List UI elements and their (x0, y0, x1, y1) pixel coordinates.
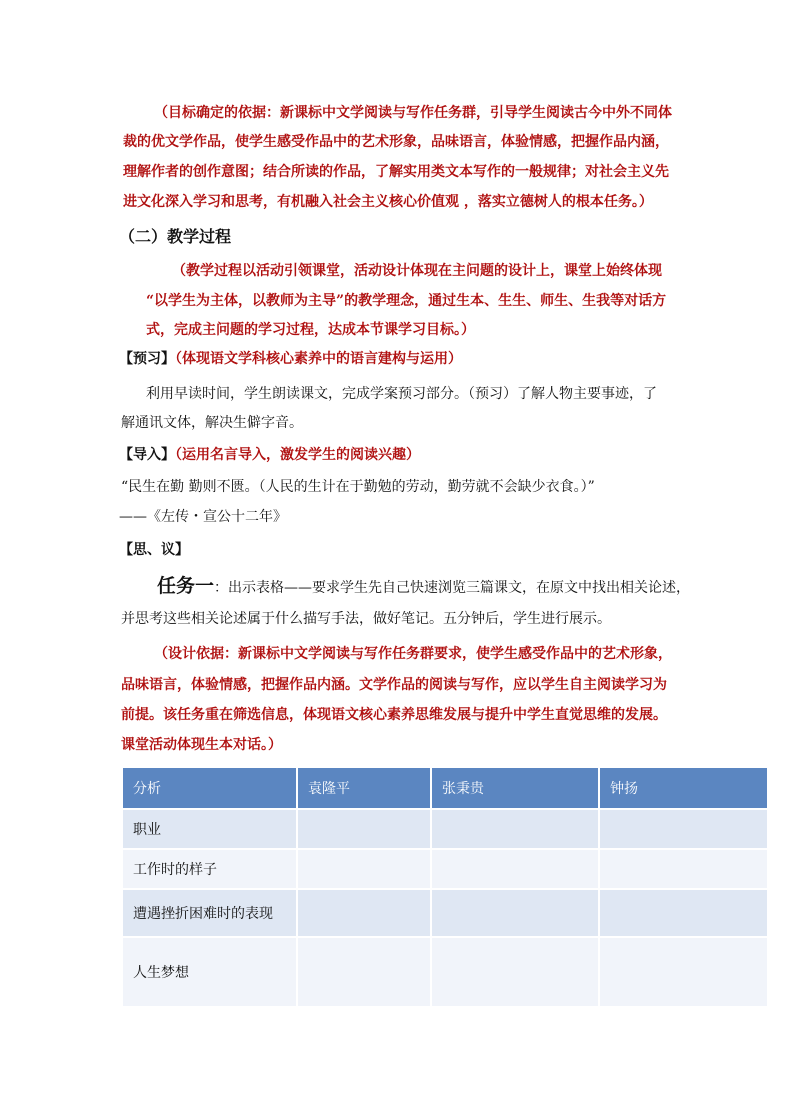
preview-heading (119, 350, 462, 368)
table-row (123, 938, 767, 1008)
preview-label: 【预习】 (119, 351, 175, 367)
table-row (123, 890, 767, 938)
goal-basis-line-3: 理解作者的创作意图；结合所读的作品，了解实用类文本写作的一般规律；对社会主义先 (123, 164, 669, 180)
task1-text-2: 并思考这些相关论述属于什么描写手法，做好笔记。五分钟后，学生进行展示。 (121, 611, 611, 627)
process-note-line-3: 式，完成主问题的学习过程，达成本节课学习目标。） (146, 322, 475, 338)
row-label-setbacks: 遭遇挫折困难时的表现 (123, 890, 298, 938)
intro-note: （运用名言导入，激发学生的阅读兴趣） (175, 447, 420, 463)
table-cell[interactable] (600, 810, 767, 850)
analysis-table (123, 768, 767, 1008)
row-label-working-appearance: 工作时的样子 (123, 850, 298, 890)
preview-note: （体现语文学科核心素养中的语言建构与运用） (175, 351, 462, 367)
process-note-line-1: （教学过程以活动引领课堂，活动设计体现在主问题的设计上，课堂上始终体现 (172, 263, 662, 279)
intro-quote: “民生在勤 勤则不匮。（人民的生计在于勤勉的劳动，勤劳就不会缺少衣食。）” (121, 479, 595, 495)
goal-basis-line-1: （目标确定的依据：新课标中文学阅读与写作任务群，引导学生阅读古今中外不同体 (154, 105, 672, 121)
row-label-occupation: 职业 (123, 810, 298, 850)
header-yuan-longping: 袁隆平 (298, 768, 432, 810)
table-cell[interactable] (298, 810, 432, 850)
section-heading: （二）教学过程 (119, 227, 232, 246)
intro-heading (119, 446, 420, 464)
design-basis-line-1: （设计依据：新课标中文学阅读与写作任务群要求，使学生感受作品中的艺术形象， (154, 646, 672, 662)
table-header-row (123, 768, 767, 810)
table-cell[interactable] (600, 850, 767, 890)
table-cell[interactable] (432, 890, 600, 938)
preview-text-2: 解通讯文体，解决生僻字音。 (121, 415, 303, 431)
table-cell[interactable] (298, 850, 432, 890)
task1-label: 任务一 (157, 575, 215, 597)
intro-label: 【导入】 (119, 447, 175, 463)
table-cell[interactable] (298, 938, 432, 1008)
table-cell[interactable] (600, 890, 767, 938)
table-row (123, 850, 767, 890)
think-heading: 【思、议】 (119, 542, 189, 558)
design-basis-line-2: 品味语言，体验情感，把握作品内涵。文学作品的阅读与写作，应以学生自主阅读学习为 (121, 677, 667, 693)
design-basis-line-4: 课堂活动体现生本对话。） (121, 737, 282, 753)
table-cell[interactable] (432, 850, 600, 890)
row-label-life-dream: 人生梦想 (123, 938, 298, 1008)
goal-basis-line-2: 裁的优文学作品，使学生感受作品中的艺术形象，品味语言，体验情感，把握作品内涵， (123, 134, 669, 150)
table-cell[interactable] (432, 938, 600, 1008)
header-analysis: 分析 (123, 768, 298, 810)
header-zhong-yang: 钟扬 (600, 768, 767, 810)
task1-text-1: ：出示表格——要求学生先自己快速浏览三篇课文，在原文中找出相关论述， (214, 580, 691, 596)
preview-text-1: 利用早读时间，学生朗读课文，完成学案预习部分。（预习）了解人物主要事迹，了 (146, 386, 657, 402)
table-cell[interactable] (298, 890, 432, 938)
process-note-line-2: “以学生为主体，以教师为主导”的教学理念，通过生本、生生、师生、生我等对话方 (146, 293, 667, 309)
design-basis-line-3: 前提。该任务重在筛选信息，体现语文核心素养思维发展与提升中学生直觉思维的发展。 (121, 707, 667, 723)
table-row (123, 810, 767, 850)
header-zhang-binggui: 张秉贵 (432, 768, 600, 810)
goal-basis-line-4: 进文化深入学习和思考，有机融入社会主义核心价值观 ，落实立德树人的根本任务。） (123, 194, 653, 210)
intro-source: ——《左传・宣公十二年》 (119, 509, 287, 525)
table-cell[interactable] (432, 810, 600, 850)
table-cell[interactable] (600, 938, 767, 1008)
task1-line-1 (157, 574, 690, 600)
